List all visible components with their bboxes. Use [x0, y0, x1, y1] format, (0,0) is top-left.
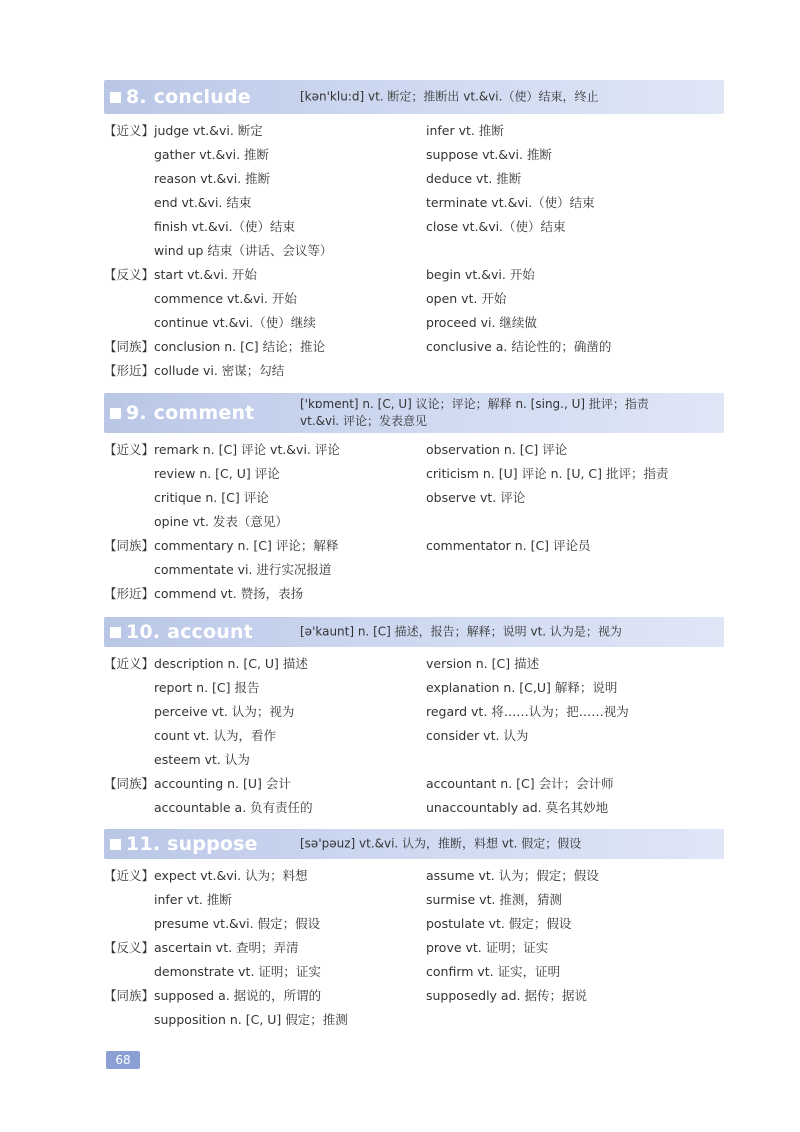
table-row: [104, 286, 724, 310]
definition-line: [ə'kaunt] n. [C] 描述，报告；解释；说明 vt. 认为是；视为: [300, 624, 622, 639]
word-entry-right: supposedly ad. 据传；据说: [426, 988, 587, 1003]
table-row: [104, 747, 724, 771]
table-row: [104, 935, 724, 959]
table-row: [104, 485, 724, 509]
table-row: [104, 214, 724, 238]
word-entry-right: prove vt. 证明；证实: [426, 940, 549, 955]
word-entry-left: description n. [C, U] 描述: [154, 656, 308, 671]
word-entry-right: explanation n. [C,U] 解释；说明: [426, 680, 618, 695]
table-row: [104, 437, 724, 461]
table-row: [104, 723, 724, 747]
word-entry-right: proceed vi. 继续做: [426, 315, 537, 330]
table-row: [104, 887, 724, 911]
entry-comment: [104, 393, 724, 605]
headword-definition: [300, 624, 714, 641]
square-bullet-icon: [110, 408, 121, 419]
definition-line: ['kɒment] n. [C, U] 议论；评论；解释 n. [sing., U] 批评；指责: [300, 397, 649, 411]
word-entry-left: finish vt.&vi.（使）结束: [154, 219, 296, 234]
headword-definition: [300, 396, 714, 430]
table-row: [104, 863, 724, 887]
category-tag: 【反义】: [104, 267, 155, 282]
word-entry-right: commentator n. [C] 评论员: [426, 538, 591, 553]
headword-definition: [300, 836, 714, 853]
word-entry-right: postulate vt. 假定；假设: [426, 916, 572, 931]
table-row: [104, 983, 724, 1007]
word-entry-left: esteem vt. 认为: [154, 752, 250, 767]
word-entry-left: end vt.&vi. 结束: [154, 195, 252, 210]
table-row: [104, 557, 724, 581]
word-entry-right: criticism n. [U] 评论 n. [U, C] 批评；指责: [426, 466, 669, 481]
table-row: [104, 118, 724, 142]
word-entry-right: close vt.&vi.（使）结束: [426, 219, 566, 234]
word-entry-right: deduce vt. 推断: [426, 171, 522, 186]
table-row: [104, 509, 724, 533]
category-tag: 【近义】: [104, 868, 155, 883]
word-entry-right: infer vt. 推断: [426, 123, 504, 138]
word-entry-right: confirm vt. 证实，证明: [426, 964, 561, 979]
table-row: [104, 461, 724, 485]
word-entry-left: wind up 结束（讲话、会议等）: [154, 243, 333, 258]
word-entry-left: start vt.&vi. 开始: [154, 267, 257, 282]
word-entry-right: observe vt. 评论: [426, 490, 526, 505]
square-bullet-icon: [110, 627, 121, 638]
word-entry-left: count vt. 认为，看作: [154, 728, 276, 743]
category-tag: 【形近】: [104, 363, 155, 378]
word-entry-right: assume vt. 认为；假定；假设: [426, 868, 599, 883]
table-row: [104, 795, 724, 819]
synonym-table: [104, 651, 724, 819]
table-row: [104, 699, 724, 723]
headword: 8. conclude: [126, 86, 251, 108]
definition-line: [kən'klu:d] vt. 断定；推断出 vt.&vi.（使）结束，终止: [300, 89, 599, 104]
word-entry-left: commentate vi. 进行实况报道: [154, 562, 332, 577]
word-entry-right: terminate vt.&vi.（使）结束: [426, 195, 595, 210]
table-row: [104, 190, 724, 214]
word-entry-right: observation n. [C] 评论: [426, 442, 568, 457]
word-entry-right: suppose vt.&vi. 推断: [426, 147, 552, 162]
headword: 9. comment: [126, 402, 255, 424]
category-tag: 【同族】: [104, 988, 155, 1003]
category-tag: 【近义】: [104, 123, 155, 138]
headword: 10. account: [126, 621, 254, 643]
word-entry-left: commend vt. 赞扬，表扬: [154, 586, 304, 601]
word-entry-left: gather vt.&vi. 推断: [154, 147, 270, 162]
table-row: [104, 334, 724, 358]
word-entry-left: judge vt.&vi. 断定: [154, 123, 263, 138]
page-number: 68: [106, 1051, 140, 1069]
word-entry-left: perceive vt. 认为；视为: [154, 704, 295, 719]
category-tag: 【形近】: [104, 586, 155, 601]
word-entry-left: reason vt.&vi. 推断: [154, 171, 271, 186]
table-row: [104, 262, 724, 286]
word-entry-left: conclusion n. [C] 结论；推论: [154, 339, 326, 354]
word-entry-left: continue vt.&vi.（使）继续: [154, 315, 316, 330]
word-entry-right: open vt. 开始: [426, 291, 507, 306]
word-entry-right: surmise vt. 推测，猜测: [426, 892, 562, 907]
word-entry-left: ascertain vt. 查明；弄清: [154, 940, 299, 955]
word-entry-left: commentary n. [C] 评论；解释: [154, 538, 339, 553]
word-entry-left: opine vt. 发表（意见）: [154, 514, 288, 529]
square-bullet-icon: [110, 839, 121, 850]
word-entry-left: critique n. [C] 评论: [154, 490, 269, 505]
entry-banner: [104, 829, 724, 859]
word-entry-right: consider vt. 认为: [426, 728, 529, 743]
word-entry-left: supposed a. 据说的，所谓的: [154, 988, 322, 1003]
category-tag: 【反义】: [104, 940, 155, 955]
entry-conclude: [104, 80, 724, 382]
table-row: [104, 1007, 724, 1031]
category-tag: 【同族】: [104, 538, 155, 553]
table-row: [104, 911, 724, 935]
word-entry-left: report n. [C] 报告: [154, 680, 260, 695]
word-entry-right: conclusive a. 结论性的；确凿的: [426, 339, 612, 354]
table-row: [104, 238, 724, 262]
entry-banner: [104, 80, 724, 114]
table-row: [104, 310, 724, 334]
headword-definition: [300, 89, 714, 106]
synonym-table: [104, 863, 724, 1031]
table-row: [104, 959, 724, 983]
table-row: [104, 358, 724, 382]
word-entry-left: accounting n. [U] 会计: [154, 776, 291, 791]
word-entry-left: infer vt. 推断: [154, 892, 232, 907]
entry-account: [104, 617, 724, 819]
entry-suppose: [104, 829, 724, 1031]
table-row: [104, 581, 724, 605]
table-row: [104, 166, 724, 190]
word-entry-left: supposition n. [C, U] 假定；推测: [154, 1012, 348, 1027]
word-entry-right: regard vt. 将……认为；把……视为: [426, 704, 629, 719]
table-row: [104, 771, 724, 795]
word-entry-left: remark n. [C] 评论 vt.&vi. 评论: [154, 442, 340, 457]
word-entry-left: collude vi. 密谋；勾结: [154, 363, 285, 378]
synonym-table: [104, 437, 724, 605]
category-tag: 【同族】: [104, 339, 155, 354]
word-entry-left: accountable a. 负有责任的: [154, 800, 313, 815]
definition-line: [sə'pəuz] vt.&vi. 认为，推断，料想 vt. 假定；假设: [300, 836, 582, 851]
word-entry-left: commence vt.&vi. 开始: [154, 291, 297, 306]
table-row: [104, 675, 724, 699]
category-tag: 【同族】: [104, 776, 155, 791]
word-entry-right: version n. [C] 描述: [426, 656, 540, 671]
definition-line: vt.&vi. 评论；发表意见: [300, 414, 428, 428]
table-row: [104, 651, 724, 675]
word-entry-right: begin vt.&vi. 开始: [426, 267, 535, 282]
word-entry-right: accountant n. [C] 会计；会计师: [426, 776, 614, 791]
synonym-table: [104, 118, 724, 382]
entry-banner: [104, 617, 724, 647]
word-entry-left: review n. [C, U] 评论: [154, 466, 280, 481]
word-entry-left: presume vt.&vi. 假定；假设: [154, 916, 321, 931]
word-entry-right: unaccountably ad. 莫名其妙地: [426, 800, 609, 815]
entry-banner: [104, 393, 724, 433]
headword: 11. suppose: [126, 833, 258, 855]
square-bullet-icon: [110, 92, 121, 103]
word-entry-left: demonstrate vt. 证明；证实: [154, 964, 321, 979]
category-tag: 【近义】: [104, 656, 155, 671]
category-tag: 【近义】: [104, 442, 155, 457]
table-row: [104, 142, 724, 166]
word-entry-left: expect vt.&vi. 认为；料想: [154, 868, 308, 883]
table-row: [104, 533, 724, 557]
